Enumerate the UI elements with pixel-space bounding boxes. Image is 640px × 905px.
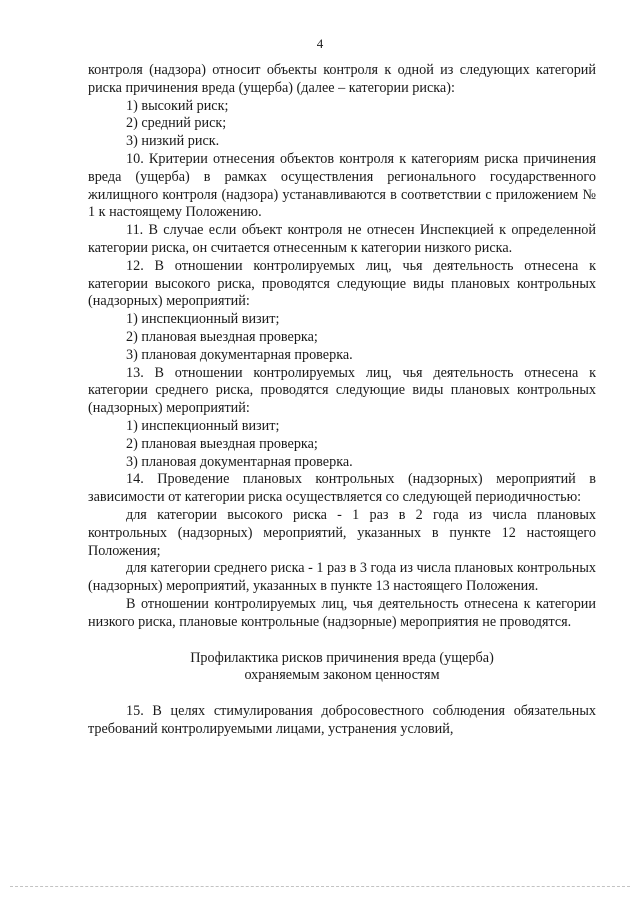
list-item: 2) средний риск; xyxy=(126,115,227,132)
section-heading-line-1: Профилактика рисков причинения вреда (ущерба) xyxy=(190,649,494,666)
scan-artifact-line xyxy=(10,886,630,888)
page-number: 4 xyxy=(316,36,324,51)
list-item: 1) инспекционный визит; xyxy=(126,417,280,434)
list-item: 2) плановая выездная проверка; xyxy=(126,328,318,345)
paragraph: 12. В отношении контролируемых лиц, чья деятельность отнесена к категории высокого риска, проводятся следующие виды плановых контрольных (надзорных) мероприятий: xyxy=(88,257,596,310)
paragraph: 15. В целях стимулирования добросовестного соблюдения обязательных требований контролируемыми лицами, устранения условий, xyxy=(88,703,596,737)
paragraph: 14. Проведение плановых контрольных (надзорных) мероприятий в зависимости от категории риска осуществляется со следующей периодичностью: xyxy=(88,471,596,506)
paragraph: В отношении контролируемых лиц, чья деятельность отнесена к категории низкого риска, плановые контрольные (надзорные) мероприятия не проводятся. xyxy=(88,595,596,630)
list-item: 3) плановая документарная проверка. xyxy=(126,346,353,363)
list-item: 3) низкий риск. xyxy=(126,133,220,150)
document-body xyxy=(88,62,596,739)
spacer xyxy=(88,685,596,703)
section-heading-line-2: охраняемым законом ценностям xyxy=(244,667,440,684)
paragraph: для категории высокого риска - 1 раз в 2 года из числа плановых контрольных (надзорных) мероприятий, указанных в пункте 12 настоящего Положения; xyxy=(88,506,596,559)
paragraph: для категории среднего риска - 1 раз в 3 года из числа плановых контрольных (надзорных) мероприятий, указанных в пункте 13 настоящего Положения. xyxy=(88,560,596,595)
paragraph: 11. В случае если объект контроля не отнесен Инспекцией к определенной категории риска, он считается отнесенным к категории низкого риска. xyxy=(88,222,596,256)
spacer xyxy=(88,632,596,650)
list-item: 3) плановая документарная проверка. xyxy=(126,453,353,470)
paragraph: контроля (надзора) относит объекты контроля к одной из следующих категорий риска причинения вреда (ущерба) (далее – категории риска): xyxy=(88,62,596,96)
list-item: 2) плановая выездная проверка; xyxy=(126,435,318,452)
paragraph: 10. Критерии отнесения объектов контроля к категориям риска причинения вреда (ущерба) в рамках осуществления регионального государственного жилищного контроля (надзора) устанавливаются в соответствии с приложением № 1 к настоящему Положению. xyxy=(88,150,596,221)
list-item: 1) инспекционный визит; xyxy=(126,311,280,328)
paragraph: 13. В отношении контролируемых лиц, чья деятельность отнесена к категории среднего риска, проводятся следующие виды плановых контрольных (надзорных) мероприятий: xyxy=(88,364,596,417)
list-item: 1) высокий риск; xyxy=(126,97,229,114)
